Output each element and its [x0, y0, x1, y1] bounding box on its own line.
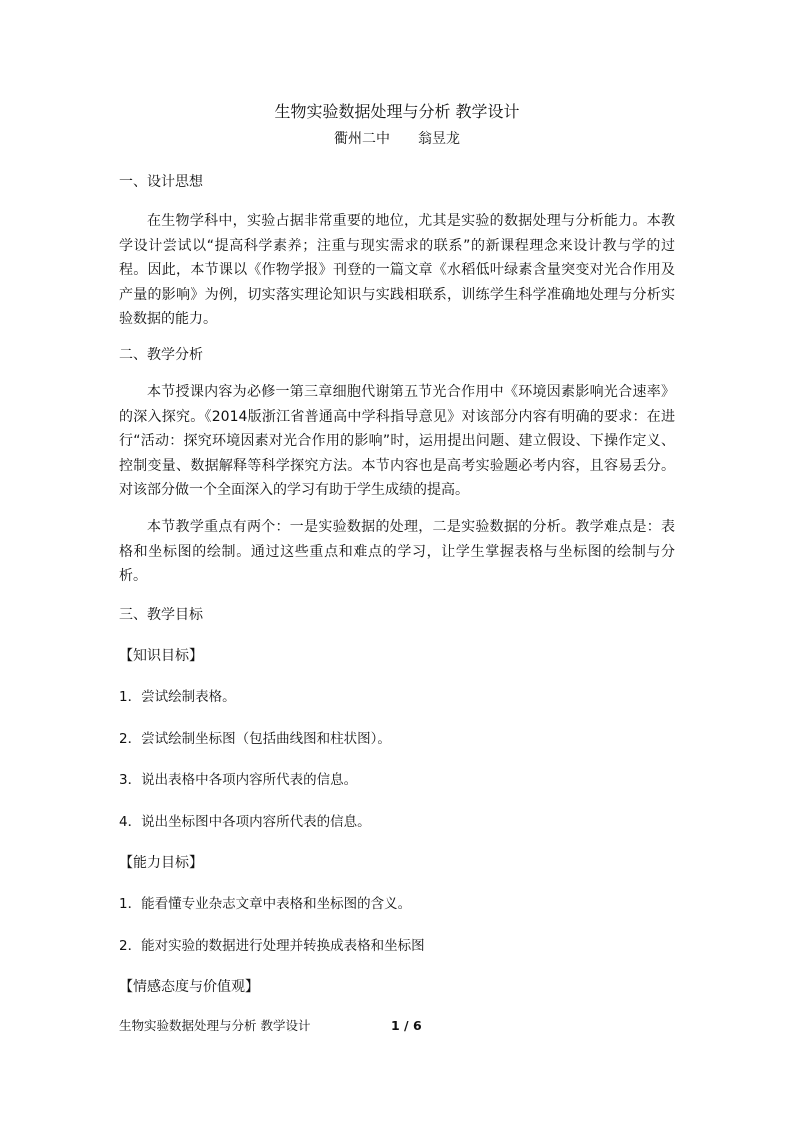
section-heading-analysis: 二、教学分析 — [119, 347, 203, 363]
school-name: 衢州二中 — [334, 131, 390, 147]
document-title: 生物实验数据处理与分析 教学设计 — [274, 102, 520, 121]
knowledge-item: 2．尝试绘制坐标图（包括曲线图和柱状图）。 — [119, 731, 391, 747]
knowledge-item: 1．尝试绘制表格。 — [119, 689, 236, 705]
section-heading-design: 一、设计思想 — [119, 174, 203, 190]
knowledge-item: 4．说出坐标图中各项内容所代表的信息。 — [119, 814, 371, 830]
ability-item: 2．能对实验的数据进行处理并转换成表格和坐标图 — [119, 938, 425, 954]
emotion-goals-label: 【情感态度与价值观】 — [119, 979, 259, 995]
page-number: 1 / 6 — [391, 1018, 422, 1033]
paragraph-analysis-1: 本节授课内容为必修一第三章细胞代谢第五节光合作用中《环境因素影响光合速率》的深入探究。《2014版浙江省普通高中学科指导意见》对该部分内容有明确的要求：在进行“活动：探究环境因素对光合作用的影响”时，运用提出问题、建立假设、下操作定义、控制变量、数据解释等科学探究方法。本节内容也是高考实验题必考内容，且容易丢分。对该部分做一个全面深入的学习有助于学生成绩的提高。 — [119, 384, 675, 498]
author-line — [0, 129, 794, 149]
author-name: 翁昱龙 — [418, 131, 460, 147]
knowledge-item: 3．说出表格中各项内容所代表的信息。 — [119, 772, 358, 788]
paragraph-analysis-2: 本节教学重点有两个：一是实验数据的处理，二是实验数据的分析。教学难点是：表格和坐标图的绘制。通过这些重点和难点的学习，让学生掌握表格与坐标图的绘制与分析。 — [119, 519, 675, 584]
section-heading-objectives: 三、教学目标 — [119, 607, 203, 623]
ability-item: 1．能看懂专业杂志文章中表格和坐标图的含义。 — [119, 896, 412, 912]
footer-title: 生物实验数据处理与分析 教学设计 — [119, 1018, 311, 1033]
knowledge-goals-label: 【知识目标】 — [119, 648, 203, 664]
paragraph-design: 在生物学科中，实验占据非常重要的地位，尤其是实验的数据处理与分析能力。本教学设计尝试以“提高科学素养；注重与现实需求的联系”的新课程理念来设计教与学的过程。因此，本节课以《作物学报》刊登的一篇文章《水稻低叶绿素含量突变对光合作用及产量的影响》为例，切实落实理论知识与实践相联系，训练学生科学准确地处理与分析实验数据的能力。 — [119, 213, 675, 327]
ability-goals-label: 【能力目标】 — [119, 855, 203, 871]
